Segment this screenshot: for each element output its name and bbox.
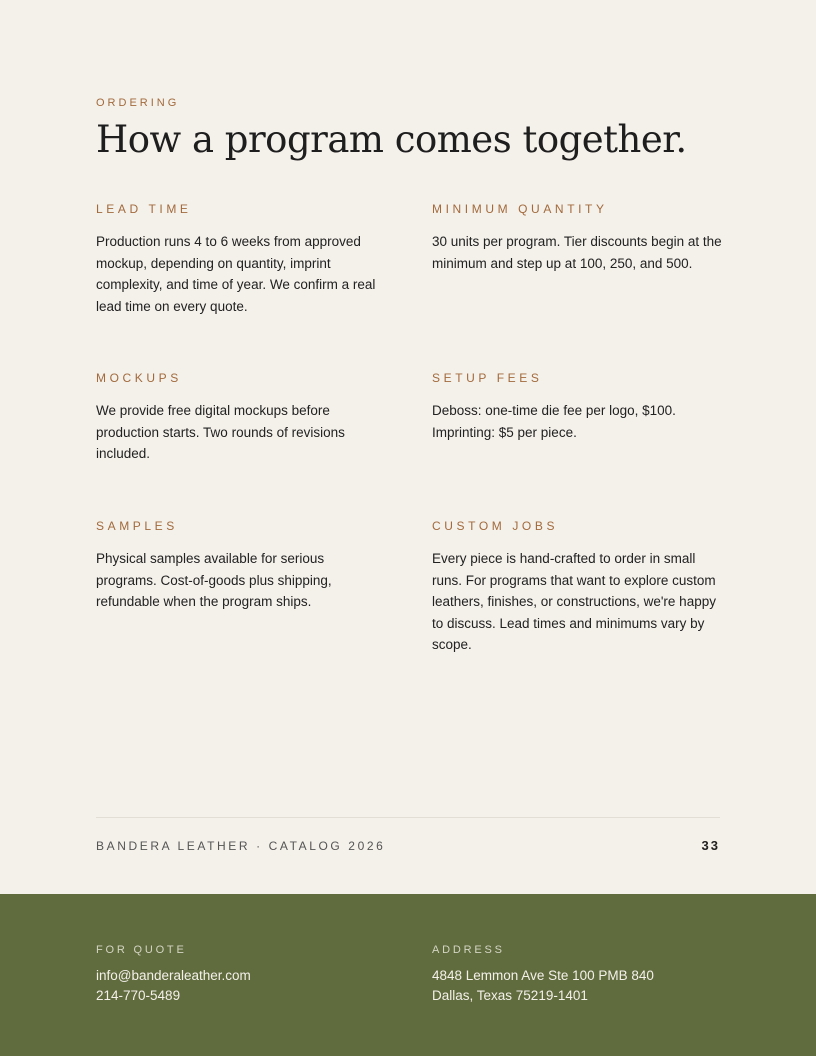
block-title: SETUP FEES — [432, 371, 543, 385]
quote-contact — [96, 944, 251, 1006]
block-body: Deboss: one-time die fee per logo, $100. Imprinting: $5 per piece. — [432, 403, 676, 440]
footer-divider — [96, 817, 720, 818]
address-contact — [432, 944, 654, 1006]
info-block-setup-fees — [432, 371, 722, 443]
address-heading: ADDRESS — [432, 944, 505, 956]
block-body: 30 units per program. Tier discounts begin at the minimum and step up at 100, 250, and 500. — [432, 234, 722, 271]
catalog-footer-label: BANDERA LEATHER · CATALOG 2026 — [96, 839, 386, 853]
info-block-lead-time — [96, 202, 386, 317]
block-title: MINIMUM QUANTITY — [432, 202, 608, 216]
block-title: SAMPLES — [96, 519, 178, 533]
info-block-samples — [96, 519, 386, 613]
address-line-1: 4848 Lemmon Ave Ste 100 PMB 840 — [432, 968, 654, 983]
info-block-mockups — [96, 371, 386, 465]
block-body: Every piece is hand-crafted to order in small runs. For programs that want to explore custom leathers, finishes, or constructions, we're happy to discuss. Lead times and minimums vary by scope. — [432, 551, 716, 652]
page-title: How a program comes together. — [96, 118, 687, 161]
block-title: LEAD TIME — [96, 202, 192, 216]
email-link[interactable]: info@banderaleather.com — [96, 968, 251, 983]
quote-heading: FOR QUOTE — [96, 944, 187, 956]
block-body: Production runs 4 to 6 weeks from approved mockup, depending on quantity, imprint complexity, and time of year. We confirm a real lead time on every quote. — [96, 234, 376, 314]
page-number: 33 — [701, 838, 720, 853]
phone-link[interactable]: 214-770-5489 — [96, 988, 181, 1003]
block-body: We provide free digital mockups before production starts. Two rounds of revisions included. — [96, 403, 345, 461]
address-line-2: Dallas, Texas 75219-1401 — [432, 988, 588, 1003]
contact-bar — [0, 894, 816, 1056]
block-body: Physical samples available for serious programs. Cost-of-goods plus shipping, refundable when the program ships. — [96, 551, 332, 609]
block-title: CUSTOM JOBS — [432, 519, 559, 533]
info-block-minimum-quantity — [432, 202, 722, 274]
info-block-custom-jobs — [432, 519, 722, 656]
section-eyebrow: ORDERING — [96, 97, 180, 109]
block-title: MOCKUPS — [96, 371, 182, 385]
